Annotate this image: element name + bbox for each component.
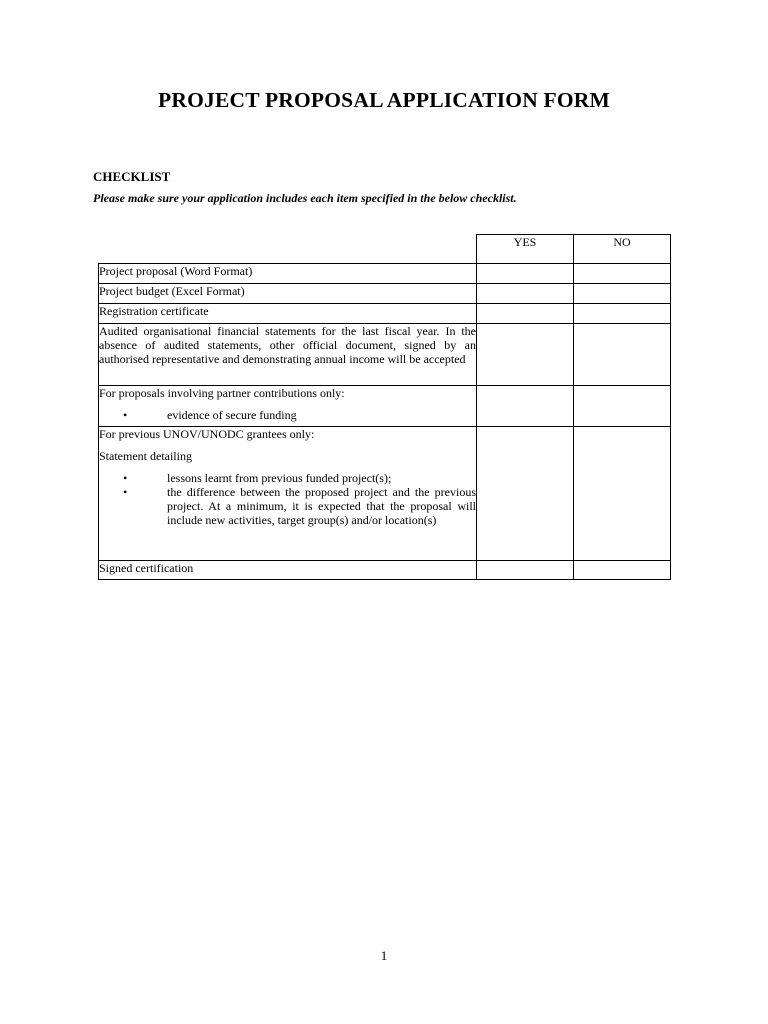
no-checkbox-cell[interactable] (574, 304, 671, 324)
bullet-icon: • (123, 485, 128, 499)
item-previous-grantees (99, 427, 477, 561)
unov-bullet-list (99, 471, 476, 527)
header-blank-cell (99, 235, 477, 264)
table-row (99, 324, 671, 386)
checklist-table (98, 234, 671, 580)
table-header-row (99, 235, 671, 264)
document-title: PROJECT PROPOSAL APPLICATION FORM (158, 88, 610, 112)
bullet-text: evidence of secure funding (167, 408, 297, 422)
no-checkbox-cell[interactable] (574, 386, 671, 427)
table-row (99, 264, 671, 284)
table-row (99, 386, 671, 427)
yes-checkbox-cell[interactable] (477, 561, 574, 580)
bullet-icon: • (123, 408, 128, 422)
yes-checkbox-cell[interactable] (477, 284, 574, 304)
item-project-budget: Project budget (Excel Format) (99, 284, 477, 304)
unov-intro: For previous UNOV/UNODC grantees only: (99, 427, 315, 441)
item-partner-contributions (99, 386, 477, 427)
unov-sub: Statement detailing (99, 449, 192, 463)
no-checkbox-cell[interactable] (574, 427, 671, 561)
list-item (99, 485, 476, 527)
item-audited-statements: Audited organisational financial statements for the last fiscal year. In the absence of audited statements, other official document, signed by an authorised representative and demonstrating annual income will be accepted (99, 324, 477, 386)
yes-checkbox-cell[interactable] (477, 386, 574, 427)
bullet-text: the difference between the proposed project and the previous project. At a minimum, it is expected that the proposal will include new activities, target group(s) and/or location(s) (167, 485, 476, 527)
no-column-header: NO (574, 235, 671, 264)
partner-bullet-list (99, 408, 476, 422)
no-checkbox-cell[interactable] (574, 284, 671, 304)
table-row (99, 561, 671, 580)
partner-intro: For proposals involving partner contributions only: (99, 386, 345, 400)
checklist-instruction: Please make sure your application includes each item specified in the below checklist. (93, 191, 517, 205)
no-checkbox-cell[interactable] (574, 324, 671, 386)
list-item (99, 408, 476, 422)
bullet-icon: • (123, 471, 128, 485)
bullet-text: lessons learnt from previous funded project(s); (167, 471, 392, 485)
item-signed-certification: Signed certification (99, 561, 477, 580)
table-row (99, 304, 671, 324)
list-item (99, 471, 476, 485)
item-registration-certificate: Registration certificate (99, 304, 477, 324)
table-row (99, 284, 671, 304)
table-row (99, 427, 671, 561)
page-number: 1 (380, 948, 388, 963)
item-project-proposal: Project proposal (Word Format) (99, 264, 477, 284)
yes-checkbox-cell[interactable] (477, 427, 574, 561)
yes-column-header: YES (477, 235, 574, 264)
no-checkbox-cell[interactable] (574, 264, 671, 284)
no-checkbox-cell[interactable] (574, 561, 671, 580)
yes-checkbox-cell[interactable] (477, 324, 574, 386)
yes-checkbox-cell[interactable] (477, 264, 574, 284)
yes-checkbox-cell[interactable] (477, 304, 574, 324)
checklist-heading: CHECKLIST (93, 169, 171, 184)
